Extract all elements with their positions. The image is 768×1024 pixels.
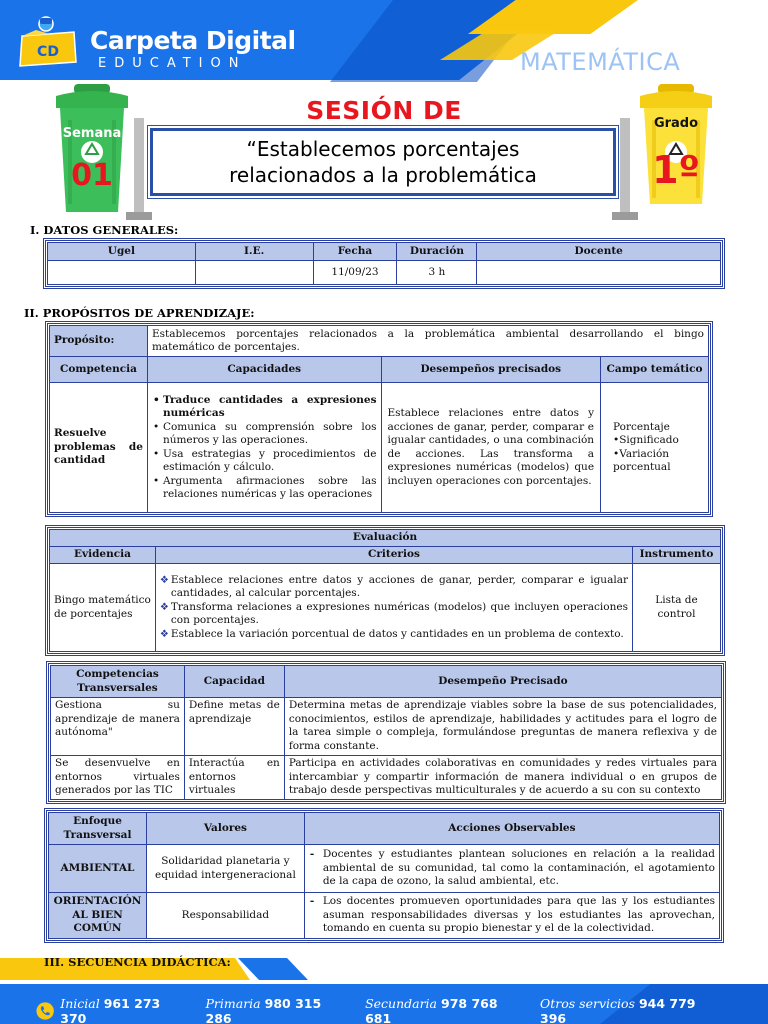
contact-primaria: Primaria 980 315 286 <box>205 996 322 1024</box>
criterio-item: ❖ Transforma relaciones a expresiones numéricas (modelos) que incluyen operaciones con porcentajes. <box>160 601 628 628</box>
transversal-desempeno: Determina metas de aprendizaje viables sobre la base de sus potencialidades, conocimientos, estilos de aprendizaje, habilidades y actitudes para el logro de la tarea simple o compleja, formulándose preguntas de manera reflexiva y de forma constante. <box>284 698 721 756</box>
proposito-label: Propósito: <box>50 326 148 357</box>
header-capacidades: Capacidades <box>147 357 381 383</box>
competencia-cell <box>50 383 148 513</box>
enfoque-accion: - Docentes y estudiantes plantean soluciones en relación a la realidad ambiental de su comunidad, tal como la contaminación, el agotamiento de la capa de ozono, la salud ambiental, etc. <box>309 848 715 889</box>
enfoque-valores: Responsabilidad <box>146 893 304 939</box>
contact-secundaria: Secundaria 978 768 681 <box>365 996 498 1024</box>
header-criterios: Criterios <box>155 547 632 564</box>
datos-header-duracion: Duración <box>397 243 477 261</box>
transversal-capacidad: Define metas de aprendizaje <box>184 698 284 756</box>
session-heading: SESIÓN DE <box>306 96 462 125</box>
transversales-table <box>50 665 722 800</box>
session-title: “Establecemos porcentajes relacionados a la problemática <box>229 137 537 187</box>
transversal-desempeno: Participa en actividades colaborativas en comunidades y redes virtuales para intercambiar y compartir información de manera individual o en grupos de trabajo desde perspectivas multiculturales y de acuerdo a su con su contexto <box>284 756 721 800</box>
transversal-competencia: Se desenvuelve en entornos virtuales generados por las TIC <box>51 756 185 800</box>
header-desempenos: Desempeños precisados <box>381 357 601 383</box>
competencia-text: Resuelve problemas de cantidad <box>54 427 143 467</box>
datos-header-fecha: Fecha <box>313 243 397 261</box>
criterio-item: ❖ Establece relaciones entre datos y acciones de ganar, perder, comparar e igualar cantidades, al calcular porcentajes. <box>160 574 628 601</box>
header-enfoque: Enfoque Transversal <box>49 813 147 845</box>
header-evidencia: Evidencia <box>50 547 156 564</box>
enfoque-valores: Solidaridad planetaria y equidad intergeneracional <box>146 845 304 893</box>
capacidad-item: • Usa estrategias y procedimientos de estimación y cálculo. <box>152 448 377 475</box>
capacidades-cell <box>147 383 381 513</box>
criterios-cell <box>155 564 632 652</box>
capacidad-item: • Traduce cantidades a expresiones numéricas <box>152 394 377 421</box>
logo-icon <box>16 14 82 72</box>
logo-badge-text: CD <box>37 44 59 60</box>
header-valores: Valores <box>146 813 304 845</box>
capacidades-list <box>152 394 377 502</box>
header-desempeno-precisado: Desempeño Precisado <box>284 666 721 698</box>
datos-value-docente <box>477 261 721 285</box>
contact-inicial: Inicial 961 273 370 <box>60 996 161 1024</box>
footer-blue-stripe <box>238 958 308 980</box>
evaluacion-table <box>49 529 721 652</box>
transversal-competencia: Gestiona su aprendizaje de manera autónoma" <box>51 698 185 756</box>
enfoque-name: AMBIENTAL <box>49 845 147 893</box>
transversal-capacidad: Interactúa en entornos virtuales <box>184 756 284 800</box>
header-acciones: Acciones Observables <box>304 813 719 845</box>
subject-label: MATEMÁTICA <box>520 48 681 76</box>
header-capacidad: Capacidad <box>184 666 284 698</box>
week-bin <box>52 84 132 200</box>
proposito-text: Establecemos porcentajes relacionados a la problemática ambiental desarrollando el bingo matemático de porcentajes. <box>147 326 708 357</box>
right-post-base <box>612 212 638 220</box>
datos-header-ie: I.E. <box>195 243 313 261</box>
datos-value-ie <box>195 261 313 285</box>
capacidad-item: • Comunica su comprensión sobre los números y las operaciones. <box>152 421 377 448</box>
campo-item: •Significado <box>613 434 679 446</box>
footer-contacts <box>36 996 736 1024</box>
datos-section-title: I. DATOS GENERALES: <box>30 223 179 237</box>
grade-bin <box>636 84 716 200</box>
enfoque-name: ORIENTACIÓN AL BIEN COMÚN <box>49 893 147 939</box>
enfoque-accion: - Los docentes promueven oportunidades para que las y los estudiantes asuman responsabilidades diversas y los estudiantes las aprovechan, tomando en cuenta su propio bienestar y el de la colectividad. <box>309 895 715 936</box>
header-competencias-transversales: Competencias Transversales <box>51 666 185 698</box>
left-post <box>134 118 144 214</box>
propositos-table <box>49 325 709 513</box>
datos-table <box>47 242 721 285</box>
week-label: Semana <box>62 126 122 141</box>
grade-label: Grado <box>653 116 699 131</box>
phone-icon <box>36 1001 54 1021</box>
campo-tematico-cell <box>601 383 709 513</box>
enfoques-table <box>48 812 720 939</box>
logo-title: Carpeta Digital <box>90 26 296 55</box>
instrumento-cell: Lista de control <box>632 564 720 652</box>
enfoque-acciones-cell <box>304 845 719 893</box>
evaluacion-title: Evaluación <box>50 530 721 547</box>
campo-item: •Variación porcentual <box>613 447 671 473</box>
contact-otros-servicios: Otros servicios 944 779 396 <box>540 996 696 1024</box>
session-title-box <box>150 128 616 196</box>
criterio-item: ❖ Establece la variación porcentual de datos y cantidades en un problema de contexto. <box>160 628 628 642</box>
header-competencia: Competencia <box>50 357 148 383</box>
datos-header-ugel: Ugel <box>48 243 196 261</box>
datos-value-ugel <box>48 261 196 285</box>
propositos-section-title: II. PROPÓSITOS DE APRENDIZAJE: <box>24 306 255 320</box>
secuencia-section-title: III. SECUENCIA DIDÁCTICA: <box>44 955 231 969</box>
criterios-list <box>160 574 628 642</box>
grade-number: 1º <box>652 148 700 192</box>
evidencia-cell: Bingo matemático de porcentajes <box>50 564 156 652</box>
left-post-base <box>126 212 152 220</box>
enfoque-acciones-cell <box>304 893 719 939</box>
header-instrumento: Instrumento <box>632 547 720 564</box>
header-campo-tematico: Campo temático <box>601 357 709 383</box>
datos-header-docente: Docente <box>477 243 721 261</box>
desempeno-cell: Establece relaciones entre datos y acciones de ganar, perder, comparar e igualar cantidades, o una combinación de acciones. Las transforma a expresiones numéricas (modelos) que incluyen operaciones con porcentajes. <box>381 383 601 513</box>
campo-title: Porcentaje <box>613 420 670 433</box>
right-post <box>620 118 630 214</box>
page-header <box>0 0 768 82</box>
datos-value-fecha: 11/09/23 <box>313 261 397 285</box>
capacidad-item: • Argumenta afirmaciones sobre las relaciones numéricas y las operaciones <box>152 475 377 502</box>
logo-subtitle: EDUCATION <box>98 56 247 71</box>
week-number: 01 <box>71 158 113 193</box>
datos-value-duracion: 3 h <box>397 261 477 285</box>
